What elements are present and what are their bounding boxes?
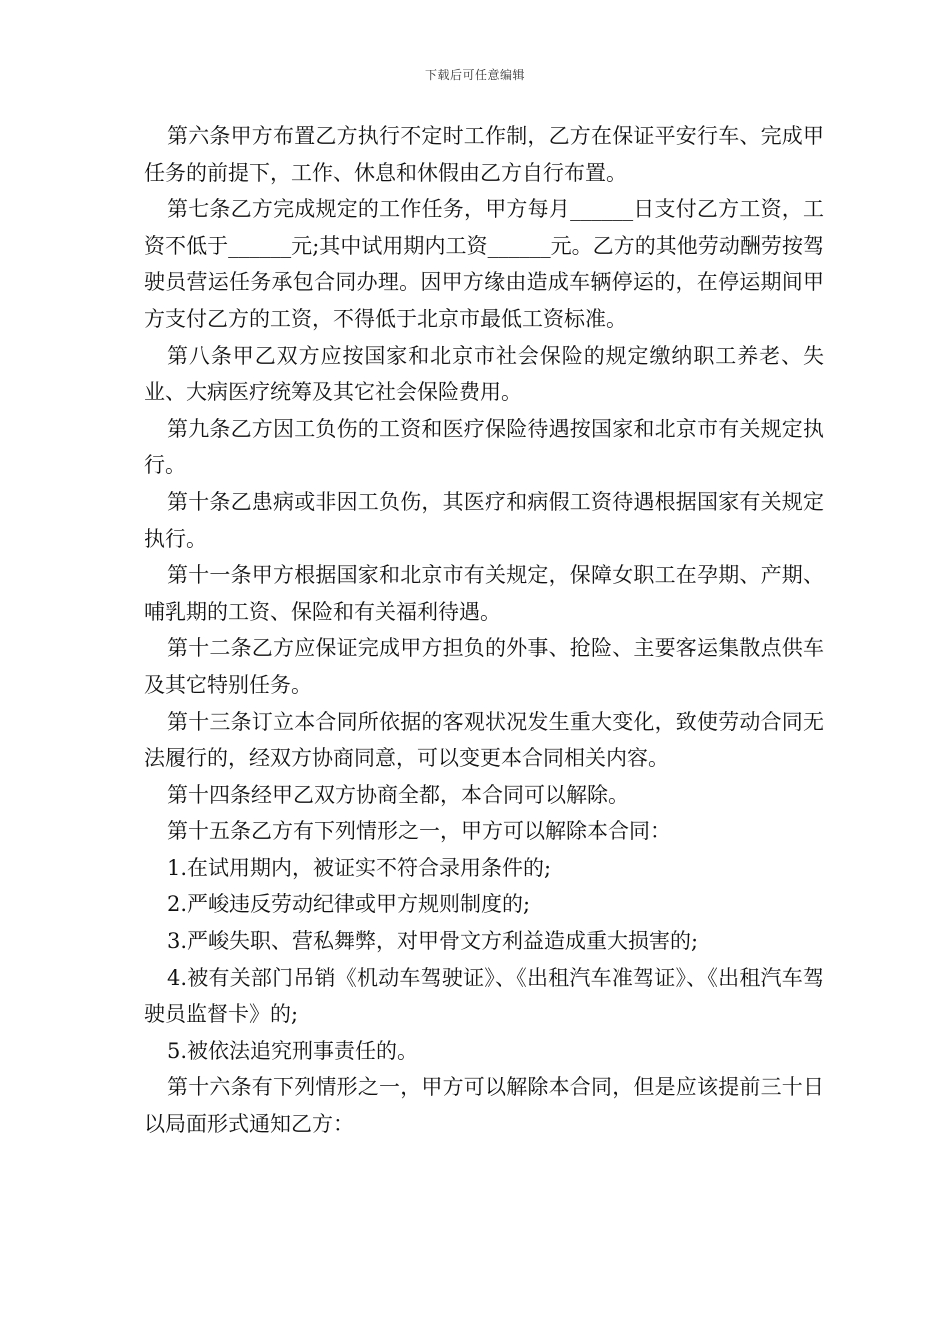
article-9: 第九条乙方因工负伤的工资和医疗保险待遇按国家和北京市有关规定执行。 (144, 416, 824, 478)
article-15-item-3: 3.严峻失职、营私舞弊，对甲骨文方利益造成重大损害的; (167, 929, 699, 954)
article-12: 第十二条乙方应保证完成甲方担负的外事、抢险、主要客运集散点供车及其它特别任务。 (144, 636, 824, 697)
article-15-item-1: 1.在试用期内，被证实不符合录用条件的; (167, 855, 552, 880)
article-14: 第十四条经甲乙双方协商全都，本合同可以解除。 (167, 782, 629, 807)
article-15: 第十五条乙方有下列情形之一，甲方可以解除本合同： (167, 819, 671, 844)
article-10: 第十条乙患病或非因工负伤，其医疗和病假工资待遇根据国家有关规定执行。 (144, 489, 824, 551)
page-header: 下载后可任意编辑 (424, 68, 525, 82)
article-7: 第七条乙方完成规定的工作任务，甲方每月______日支付乙方工资，工资不低于______元;其中试用期内工资______元。乙方的其他劳动酬劳按驾驶员营运任务承包合同办理。因甲方缘由造成车辆停运的，在停运期间甲方支付乙方的工资，不得低于北京市最低工资标准。 (144, 197, 824, 331)
article-11: 第十一条甲方根据国家和北京市有关规定，保障女职工在孕期、产期、哺乳期的工资、保险和有关福利待遇。 (144, 563, 824, 624)
article-13: 第十三条订立本合同所依据的客观状况发生重大变化，致使劳动合同无法履行的，经双方协商同意，可以变更本合同相关内容。 (144, 709, 824, 771)
article-15-item-2: 2.严峻违反劳动纪律或甲方规则制度的; (167, 892, 531, 917)
article-16: 第十六条有下列情形之一，甲方可以解除本合同，但是应该提前三十日以局面形式通知乙方： (144, 1075, 824, 1137)
article-8: 第八条甲乙双方应按国家和北京市社会保险的规定缴纳职工养老、失业、大病医疗统筹及其它社会保险费用。 (144, 343, 824, 405)
article-6: 第六条甲方布置乙方执行不定时工作制，乙方在保证平安行车、完成甲任务的前提下，工作、休息和休假由乙方自行布置。 (144, 124, 824, 185)
article-15-item-4: 4.被有关部门吊销《机动车驾驶证》、《出租汽车准驾证》、《出租汽车驾驶员监督卡》的; (144, 965, 824, 1027)
article-15-item-5: 5.被依法追究刑事责任的。 (167, 1038, 419, 1063)
document-body (144, 118, 824, 1143)
